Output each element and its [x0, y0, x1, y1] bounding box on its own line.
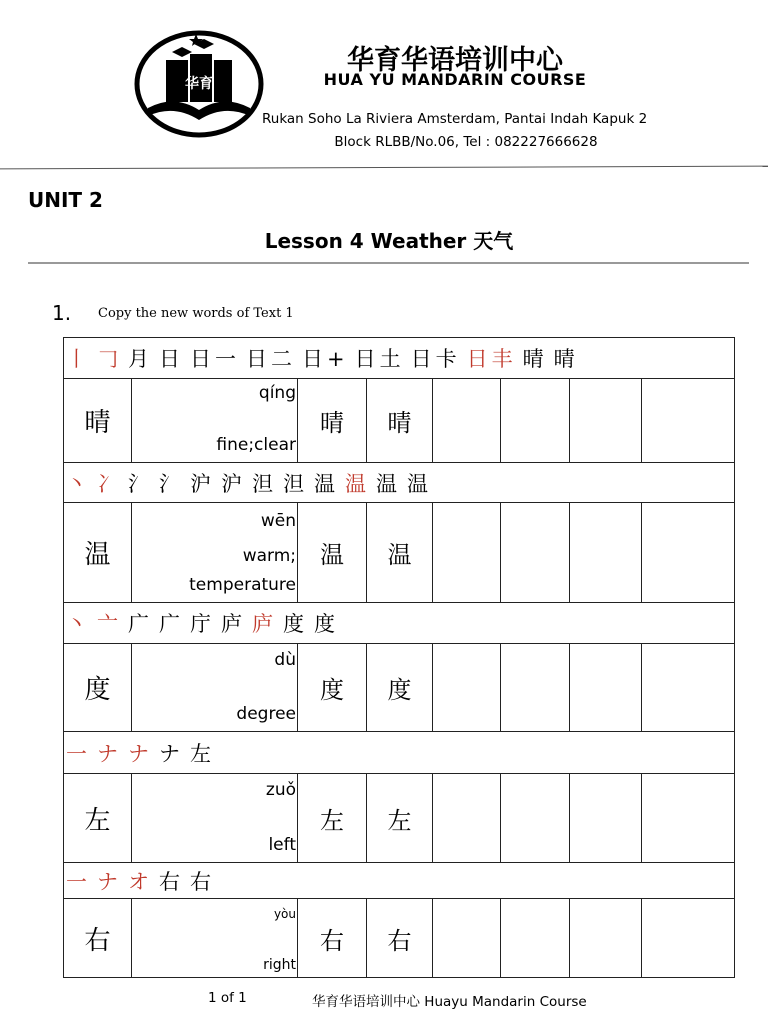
character-cell: 晴: [64, 379, 132, 463]
stroke-step: 泹: [283, 471, 308, 496]
stroke-step: 右: [159, 869, 184, 894]
stroke-step: 沪: [221, 471, 246, 496]
trace-character-cell[interactable]: 温: [367, 503, 433, 603]
pinyin: dù: [274, 650, 296, 670]
character-cell: 温: [64, 503, 132, 603]
page-number: 1 of 1: [208, 990, 247, 1006]
stroke-step: 泹: [252, 471, 277, 496]
school-name-cn: 华育华语培训中心: [347, 45, 563, 76]
trace-character-cell[interactable]: 左: [367, 774, 433, 863]
stroke-step: 氵: [159, 471, 184, 496]
stroke-step: 丶: [66, 612, 91, 636]
pinyin: wēn: [260, 511, 296, 531]
stroke-step: 度: [283, 612, 308, 636]
stroke-step: 一: [66, 741, 91, 766]
stroke-step: 晴: [522, 347, 548, 371]
blank-practice-cell[interactable]: [501, 644, 570, 732]
meaning: degree: [236, 704, 296, 724]
blank-practice-cell[interactable]: [642, 379, 735, 463]
stroke-order-row: [64, 338, 735, 379]
pinyin: qíng: [258, 383, 296, 403]
school-logo: [134, 30, 264, 138]
trace-character-cell[interactable]: 晴: [367, 379, 433, 463]
school-name-en: HUA YU MANDARIN COURSE: [323, 70, 587, 89]
stroke-step: 右: [190, 869, 215, 894]
word-info-cell: [132, 644, 298, 732]
blank-practice-cell[interactable]: [642, 644, 735, 732]
stroke-step: 氵: [128, 471, 153, 496]
pinyin: zuǒ: [265, 780, 296, 800]
logo-text: 华育: [185, 76, 213, 92]
stroke-step: ナ: [97, 869, 122, 894]
stroke-step: 庁: [190, 612, 215, 636]
stroke-step: 日土: [354, 347, 405, 371]
stroke-step: 晴: [553, 347, 579, 371]
trace-character-cell[interactable]: 度: [367, 644, 433, 732]
trace-character-cell[interactable]: 右: [298, 899, 367, 978]
stroke-step: 庐: [252, 612, 277, 636]
character-cell: 左: [64, 774, 132, 863]
stroke-step: ナ: [97, 741, 122, 766]
meaning: warm; temperature: [189, 546, 296, 595]
stroke-step: 庐: [221, 612, 246, 636]
stroke-step: オ: [128, 869, 153, 894]
stroke-order-row: [64, 732, 735, 774]
address-line-1: Rukan Soho La Riviera Amsterdam, Pantai Indah Kapuk 2: [262, 111, 648, 127]
unit-heading: UNIT 2: [28, 188, 103, 212]
word-info-cell: [132, 774, 298, 863]
blank-practice-cell[interactable]: [501, 899, 570, 978]
blank-practice-cell[interactable]: [570, 503, 642, 603]
pinyin: yòu: [273, 907, 296, 921]
trace-character-cell[interactable]: 晴: [298, 379, 367, 463]
blank-practice-cell[interactable]: [433, 503, 501, 603]
address-line-2: Block RLBB/No.06, Tel : 082227666628: [334, 134, 598, 150]
blank-practice-cell[interactable]: [570, 644, 642, 732]
stroke-step: 日一: [190, 347, 240, 371]
stroke-step: 一: [66, 869, 91, 894]
stroke-step: 月: [128, 347, 153, 371]
stroke-step: 日丰: [466, 347, 517, 371]
stroke-step: 广: [128, 612, 153, 636]
stroke-step: 日卡: [410, 347, 461, 371]
word-info-cell: [132, 379, 298, 463]
stroke-step: 日二: [246, 347, 296, 371]
blank-practice-cell[interactable]: [501, 379, 570, 463]
stroke-order-row: [64, 463, 735, 503]
stroke-step: 广: [159, 612, 184, 636]
blank-practice-cell[interactable]: [433, 899, 501, 978]
lesson-divider: [28, 262, 749, 264]
blank-practice-cell[interactable]: [642, 503, 735, 603]
stroke-step: 温: [345, 471, 370, 496]
character-cell: 度: [64, 644, 132, 732]
stroke-step: 温: [376, 471, 401, 496]
lesson-title: Lesson 4 Weather 天气: [264, 229, 514, 253]
stroke-step: 左: [190, 741, 215, 766]
footer-course: 华育华语培训中心 Huayu Mandarin Course: [312, 994, 587, 1010]
blank-practice-cell[interactable]: [501, 774, 570, 863]
trace-character-cell[interactable]: 右: [367, 899, 433, 978]
stroke-step: 日: [159, 347, 184, 371]
stroke-step: 温: [407, 471, 432, 496]
blank-practice-cell[interactable]: [433, 379, 501, 463]
blank-practice-cell[interactable]: [433, 644, 501, 732]
trace-character-cell[interactable]: 温: [298, 503, 367, 603]
meaning: left: [268, 835, 296, 855]
stroke-step: 沪: [190, 471, 215, 496]
trace-character-cell[interactable]: 左: [298, 774, 367, 863]
stroke-step: 温: [314, 471, 339, 496]
blank-practice-cell[interactable]: [642, 774, 735, 863]
trace-character-cell[interactable]: 度: [298, 644, 367, 732]
blank-practice-cell[interactable]: [570, 899, 642, 978]
blank-practice-cell[interactable]: [570, 774, 642, 863]
meaning: right: [263, 957, 296, 973]
stroke-step: 丨: [66, 347, 91, 371]
stroke-step: 𠃌: [97, 347, 122, 371]
stroke-step: 丶: [66, 471, 91, 496]
character-cell: 右: [64, 899, 132, 978]
stroke-step: 度: [314, 612, 339, 636]
question-text: Copy the new words of Text 1: [98, 306, 294, 321]
blank-practice-cell[interactable]: [501, 503, 570, 603]
stroke-order-row: [64, 863, 735, 899]
word-info-cell: [132, 899, 298, 978]
stroke-order-row: [64, 603, 735, 644]
header-divider: [0, 166, 768, 170]
word-info-cell: [132, 503, 298, 603]
blank-practice-cell[interactable]: [433, 774, 501, 863]
stroke-step: 亠: [97, 612, 122, 636]
blank-practice-cell[interactable]: [570, 379, 642, 463]
question-number: 1.: [52, 301, 72, 325]
stroke-step: 日+: [302, 347, 349, 371]
blank-practice-cell[interactable]: [642, 899, 735, 978]
stroke-step: 冫: [97, 471, 122, 496]
stroke-step: ナ: [128, 741, 153, 766]
meaning: fine;clear: [216, 435, 296, 455]
stroke-step: ナ: [159, 741, 184, 766]
practice-grid: [63, 337, 735, 978]
